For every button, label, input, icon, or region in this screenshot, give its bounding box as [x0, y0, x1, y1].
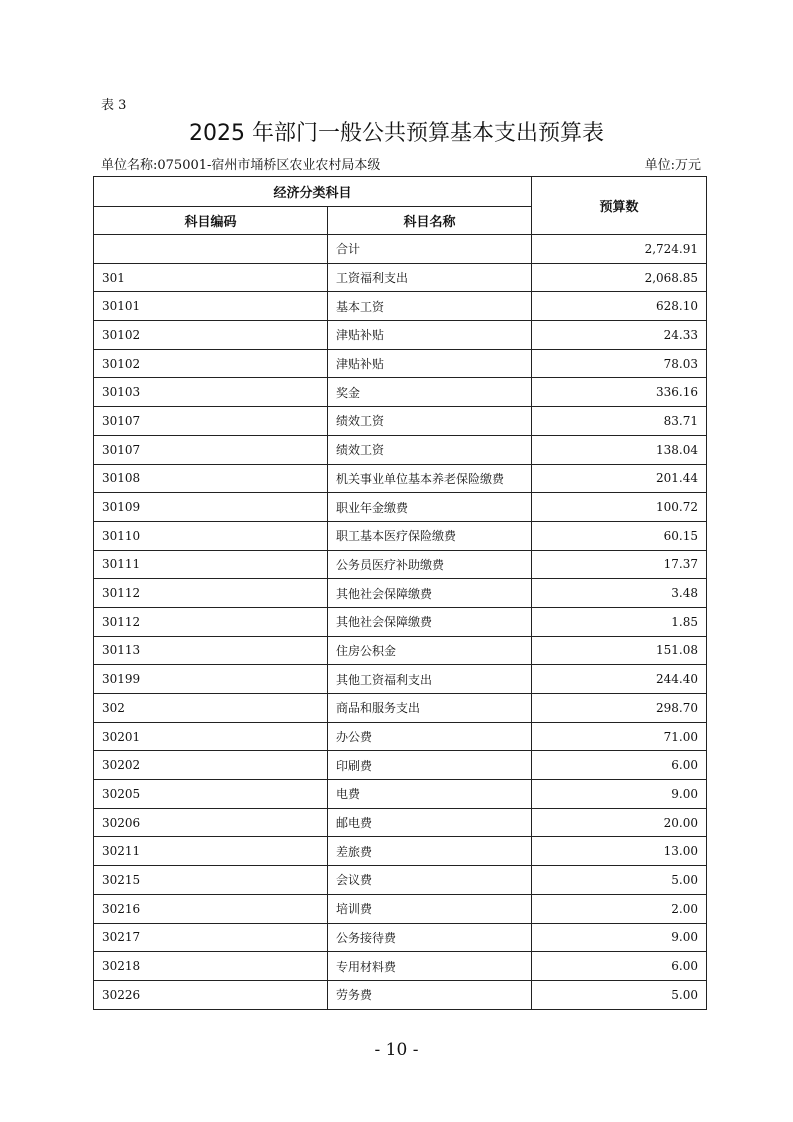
subject-name-cell: 合计	[328, 235, 532, 264]
budget-amount-cell: 71.00	[532, 722, 707, 751]
budget-amount-cell: 244.40	[532, 665, 707, 694]
budget-amount-cell: 1.85	[532, 607, 707, 636]
subject-code-cell: 30201	[94, 722, 328, 751]
subject-name-cell: 公务员医疗补助缴费	[328, 550, 532, 579]
subject-code-cell: 30112	[94, 579, 328, 608]
subject-code-cell: 30109	[94, 493, 328, 522]
subject-name-cell: 其他工资福利支出	[328, 665, 532, 694]
subject-code-cell: 30216	[94, 894, 328, 923]
budget-amount-cell: 78.03	[532, 349, 707, 378]
page-title: 2025 年部门一般公共预算基本支出预算表	[189, 121, 604, 146]
table-row	[94, 722, 707, 751]
table-row	[94, 607, 707, 636]
budget-amount-cell: 138.04	[532, 435, 707, 464]
subject-name-cell: 工资福利支出	[328, 263, 532, 292]
subject-code-cell: 30202	[94, 751, 328, 780]
subject-name-cell: 奖金	[328, 378, 532, 407]
subject-name-cell: 职工基本医疗保险缴费	[328, 521, 532, 550]
budget-amount-cell: 100.72	[532, 493, 707, 522]
table-row	[94, 349, 707, 378]
budget-amount-cell: 17.37	[532, 550, 707, 579]
budget-amount-cell: 83.71	[532, 407, 707, 436]
budget-amount-cell: 2.00	[532, 894, 707, 923]
table-row	[94, 550, 707, 579]
page-number: - 10 -	[374, 1040, 419, 1060]
subject-name-cell: 邮电费	[328, 808, 532, 837]
subject-code-cell: 30205	[94, 780, 328, 809]
table-row	[94, 464, 707, 493]
budget-amount-cell: 298.70	[532, 694, 707, 723]
budget-amount-cell: 336.16	[532, 378, 707, 407]
subject-code-cell	[94, 235, 328, 264]
table-row	[94, 579, 707, 608]
subject-code-cell: 30217	[94, 923, 328, 952]
subject-name-cell: 办公费	[328, 722, 532, 751]
header-subject-name: 科目名称	[328, 207, 532, 235]
budget-amount-cell: 20.00	[532, 808, 707, 837]
subject-code-cell: 30108	[94, 464, 328, 493]
table-label: 表 3	[101, 98, 127, 113]
header-economic-classification: 经济分类科目	[94, 177, 532, 207]
subject-name-cell: 津贴补贴	[328, 321, 532, 350]
subject-code-cell: 30111	[94, 550, 328, 579]
table-row	[94, 636, 707, 665]
subject-name-cell: 劳务费	[328, 980, 532, 1009]
budget-amount-cell: 201.44	[532, 464, 707, 493]
subject-code-cell: 30211	[94, 837, 328, 866]
subject-name-cell: 住房公积金	[328, 636, 532, 665]
subject-name-cell: 津贴补贴	[328, 349, 532, 378]
subject-name-cell: 基本工资	[328, 292, 532, 321]
table-row	[94, 321, 707, 350]
subject-code-cell: 302	[94, 694, 328, 723]
subject-code-cell: 30107	[94, 435, 328, 464]
budget-amount-cell: 151.08	[532, 636, 707, 665]
table-row	[94, 292, 707, 321]
subject-name-cell: 培训费	[328, 894, 532, 923]
budget-amount-cell: 2,068.85	[532, 263, 707, 292]
table-row	[94, 894, 707, 923]
budget-amount-cell: 2,724.91	[532, 235, 707, 264]
subject-code-cell: 30218	[94, 952, 328, 981]
table-row	[94, 521, 707, 550]
table-row	[94, 407, 707, 436]
budget-table	[93, 176, 707, 1010]
subject-code-cell: 30110	[94, 521, 328, 550]
subject-name-cell: 其他社会保障缴费	[328, 607, 532, 636]
table-row	[94, 493, 707, 522]
budget-amount-cell: 13.00	[532, 837, 707, 866]
table-row	[94, 694, 707, 723]
subject-name-cell: 会议费	[328, 866, 532, 895]
table-row	[94, 435, 707, 464]
subject-name-cell: 绩效工资	[328, 435, 532, 464]
budget-amount-cell: 6.00	[532, 751, 707, 780]
subject-name-cell: 职业年金缴费	[328, 493, 532, 522]
subject-code-cell: 30102	[94, 321, 328, 350]
subject-code-cell: 30102	[94, 349, 328, 378]
subject-name-cell: 专用材料费	[328, 952, 532, 981]
budget-amount-cell: 60.15	[532, 521, 707, 550]
unit-name: 单位名称:075001-宿州市埇桥区农业农村局本级	[101, 158, 381, 173]
budget-amount-cell: 3.48	[532, 579, 707, 608]
header-budget-amount: 预算数	[532, 177, 707, 235]
table-row	[94, 980, 707, 1009]
table-row	[94, 665, 707, 694]
subject-name-cell: 电费	[328, 780, 532, 809]
budget-amount-cell: 6.00	[532, 952, 707, 981]
subject-code-cell: 30215	[94, 866, 328, 895]
budget-amount-cell: 5.00	[532, 866, 707, 895]
subject-name-cell: 差旅费	[328, 837, 532, 866]
subject-code-cell: 30103	[94, 378, 328, 407]
subject-code-cell: 30113	[94, 636, 328, 665]
subject-code-cell: 30101	[94, 292, 328, 321]
subject-code-cell: 30112	[94, 607, 328, 636]
subject-name-cell: 其他社会保障缴费	[328, 579, 532, 608]
table-row	[94, 808, 707, 837]
subject-code-cell: 30107	[94, 407, 328, 436]
budget-amount-cell: 24.33	[532, 321, 707, 350]
subject-code-cell: 30199	[94, 665, 328, 694]
table-row	[94, 378, 707, 407]
table-row	[94, 837, 707, 866]
subject-code-cell: 301	[94, 263, 328, 292]
subject-name-cell: 商品和服务支出	[328, 694, 532, 723]
subject-code-cell: 30206	[94, 808, 328, 837]
budget-amount-cell: 628.10	[532, 292, 707, 321]
header-subject-code: 科目编码	[94, 207, 328, 235]
subject-name-cell: 机关事业单位基本养老保险缴费	[328, 464, 532, 493]
table-row	[94, 780, 707, 809]
subject-code-cell: 30226	[94, 980, 328, 1009]
subject-name-cell: 公务接待费	[328, 923, 532, 952]
budget-amount-cell: 9.00	[532, 780, 707, 809]
subject-name-cell: 绩效工资	[328, 407, 532, 436]
table-row	[94, 923, 707, 952]
budget-amount-cell: 9.00	[532, 923, 707, 952]
budget-amount-cell: 5.00	[532, 980, 707, 1009]
subject-name-cell: 印刷费	[328, 751, 532, 780]
table-row	[94, 263, 707, 292]
unit-label: 单位:万元	[644, 158, 701, 173]
table-row	[94, 952, 707, 981]
table-row	[94, 866, 707, 895]
table-row	[94, 235, 707, 264]
table-row	[94, 751, 707, 780]
